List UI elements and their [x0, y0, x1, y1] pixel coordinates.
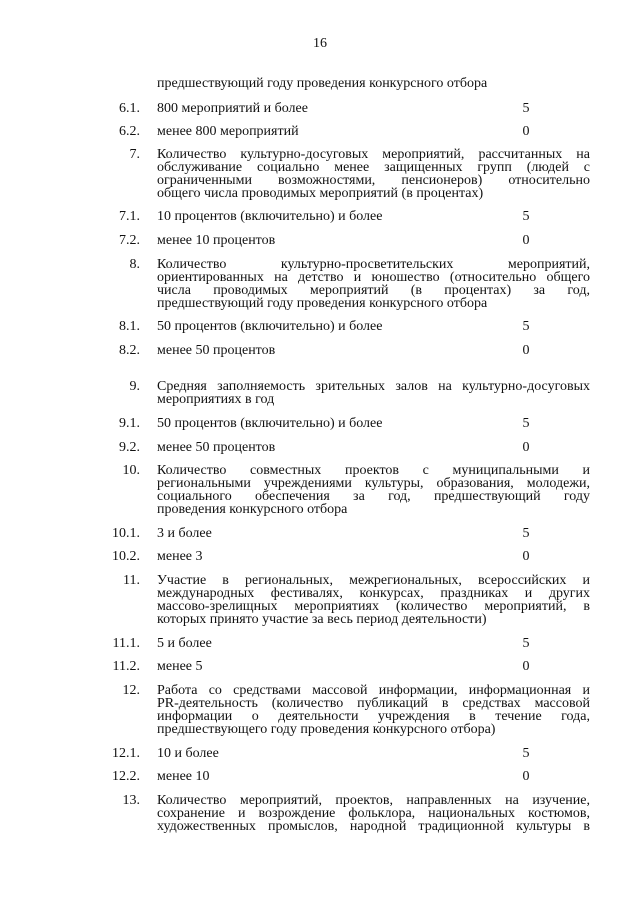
item-text-line: проведения конкурсного отбора	[157, 502, 348, 517]
item-text-line: международных фестивалях, конкурсах, праздниках и других	[157, 586, 590, 601]
item-score: 0	[522, 124, 530, 139]
item-number: 8.1.	[119, 319, 140, 334]
item-text-line: менее 50 процентов	[157, 440, 276, 455]
item-text-line: сохранение и возрождение фольклора, национальных костюмов,	[157, 806, 590, 821]
item-text-line: 5 и более	[157, 636, 212, 651]
item-score: 0	[522, 549, 530, 564]
item-score: 0	[522, 343, 530, 358]
item-number: 10.	[122, 463, 140, 478]
item-score: 0	[522, 233, 530, 248]
item-score: 0	[522, 769, 530, 784]
item-score: 5	[522, 746, 530, 761]
item-number: 9.1.	[119, 416, 140, 431]
item-score: 5	[522, 319, 530, 334]
item-text-line: Количество совместных проектов с муниципальными и	[157, 463, 590, 478]
item-number: 7.	[129, 147, 140, 162]
item-number: 8.	[129, 257, 140, 272]
item-number: 7.1.	[119, 209, 140, 224]
item-number: 12.1.	[112, 746, 140, 761]
item-text-line: Средняя заполняемость зрительных залов на культурно-досуговых	[157, 379, 590, 394]
item-text-line: PR-деятельность (количество публикаций в средствах массовой	[157, 696, 590, 711]
item-score: 0	[522, 659, 530, 674]
item-score: 5	[522, 526, 530, 541]
item-number: 13.	[122, 793, 140, 808]
item-text-line: ориентированных на детство и юношество (относительно общего	[157, 270, 590, 285]
item-score: 5	[522, 101, 530, 116]
item-text-line: менее 800 мероприятий	[157, 124, 299, 139]
item-text-line: менее 5	[157, 659, 203, 674]
item-text-line: общего числа проводимых мероприятий (в процентах)	[157, 186, 484, 201]
item-text-line: Работа со средствами массовой информации, информационная и	[157, 683, 590, 698]
item-number: 12.	[122, 683, 140, 698]
item-number: 9.2.	[119, 440, 140, 455]
item-text-line: мероприятиях в год	[157, 392, 275, 407]
item-text-line: 10 процентов (включительно) и более	[157, 209, 383, 224]
item-text-line: менее 50 процентов	[157, 343, 276, 358]
item-text-line: массово-зрелищных мероприятиях (количество мероприятий, в	[157, 599, 590, 614]
item-text-line: социального обеспечения за год, предшествующий году	[157, 489, 590, 504]
item-text-line: Количество культурно-досуговых мероприятий, рассчитанных на	[157, 147, 590, 162]
item-number: 12.2.	[112, 769, 140, 784]
item-text-line: предшествующий году проведения конкурсного отбора	[157, 296, 488, 311]
item-number: 10.1.	[112, 526, 140, 541]
item-number: 10.2.	[112, 549, 140, 564]
item-text-line: региональными учреждениями культуры, образования, молодежи,	[157, 476, 590, 491]
item-number: 6.2.	[119, 124, 140, 139]
item-text-line: обслуживание социально менее защищенных групп (людей с	[157, 160, 590, 175]
item-score: 5	[522, 636, 530, 651]
item-text-line: ограниченными возможностями, пенсионеров) относительно	[157, 173, 590, 188]
item-number: 8.2.	[119, 343, 140, 358]
item-text-line: менее 10	[157, 769, 210, 784]
item-number: 11.	[123, 573, 140, 588]
item-text-line: предшествующего году проведения конкурсного отбора)	[157, 722, 496, 737]
item-text-line: 3 и более	[157, 526, 212, 541]
item-score: 0	[522, 440, 530, 455]
lead-line: предшествующий году проведения конкурсного отбора	[157, 76, 488, 91]
item-text-line: числа проводимых мероприятий (в процентах) за год,	[157, 283, 590, 298]
item-number: 11.1.	[112, 636, 140, 651]
item-number: 9.	[129, 379, 140, 394]
item-score: 5	[522, 209, 530, 224]
item-number: 6.1.	[119, 101, 140, 116]
item-text-line: художественных промыслов, народной традиционной культуры в	[157, 819, 590, 834]
item-text-line: 10 и более	[157, 746, 219, 761]
item-text-line: Количество мероприятий, проектов, направленных на изучение,	[157, 793, 590, 808]
item-text-line: которых принято участие за весь период деятельности)	[157, 612, 487, 627]
item-score: 5	[522, 416, 530, 431]
item-text-line: Участие в региональных, межрегиональных, всероссийских и	[157, 573, 590, 588]
item-number: 7.2.	[119, 233, 140, 248]
item-text-line: 800 мероприятий и более	[157, 101, 308, 116]
item-text-line: Количество культурно-просветительских мероприятий,	[157, 257, 590, 272]
item-text-line: информации о деятельности учреждения в течение года,	[157, 709, 590, 724]
item-text-line: 50 процентов (включительно) и более	[157, 319, 383, 334]
item-number: 11.2.	[112, 659, 140, 674]
item-text-line: менее 10 процентов	[157, 233, 276, 248]
page-number: 16	[313, 36, 327, 51]
item-text-line: 50 процентов (включительно) и более	[157, 416, 383, 431]
item-text-line: менее 3	[157, 549, 203, 564]
